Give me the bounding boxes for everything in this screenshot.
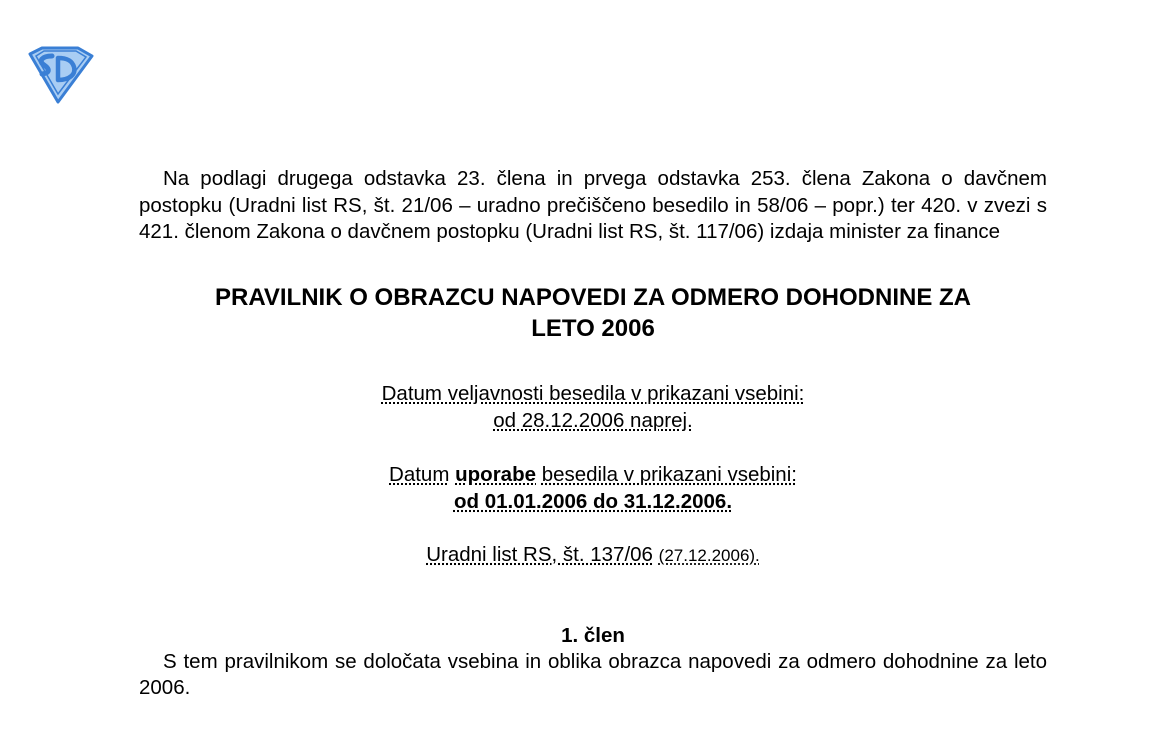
application-value[interactable]: od 01.01.2006 do 31.12.2006. xyxy=(453,489,733,513)
article-text: S tem pravilnikom se določata vsebina in oblika obrazca napovedi za odmero dohodnine za leto 2006. xyxy=(139,649,1047,699)
validity-label[interactable]: Datum veljavnosti besedila v prikazani vsebini: xyxy=(381,381,805,405)
application-label-suffix[interactable]: besedila v prikazani vsebini: xyxy=(541,462,797,486)
document-title xyxy=(139,282,1047,344)
validity-value[interactable]: od 28.12.2006 naprej. xyxy=(493,408,693,432)
gazette-block xyxy=(139,541,1047,569)
application-block xyxy=(139,461,1047,515)
validity-block xyxy=(139,380,1047,434)
title-line-2: LETO 2006 xyxy=(531,314,655,342)
article-heading: 1. člen xyxy=(561,623,625,647)
intro-paragraph: Na podlagi drugega odstavka 23. člena in prvega odstavka 253. člena Zakona o davčnem postopku (Uradni list RS, št. 21/06 – uradno prečiščeno besedilo in 58/06 – popr.) ter 420. v zvezi s 421. členom Zakona o davčnem postopku (Uradni list RS, št. 117/06) izdaja minister za finance xyxy=(139,167,1047,243)
application-label-prefix[interactable]: Datum xyxy=(389,462,450,486)
gazette-date[interactable]: (27.12.2006). xyxy=(658,545,760,565)
application-label-bold[interactable]: uporabe xyxy=(455,462,536,486)
sd-shield-logo-icon xyxy=(22,46,96,104)
title-line-1: PRAVILNIK O OBRAZCU NAPOVEDI ZA ODMERO DOHODNINE ZA xyxy=(214,283,971,311)
gazette-link[interactable]: Uradni list RS, št. 137/06 xyxy=(426,542,653,566)
document-body xyxy=(139,166,1047,702)
